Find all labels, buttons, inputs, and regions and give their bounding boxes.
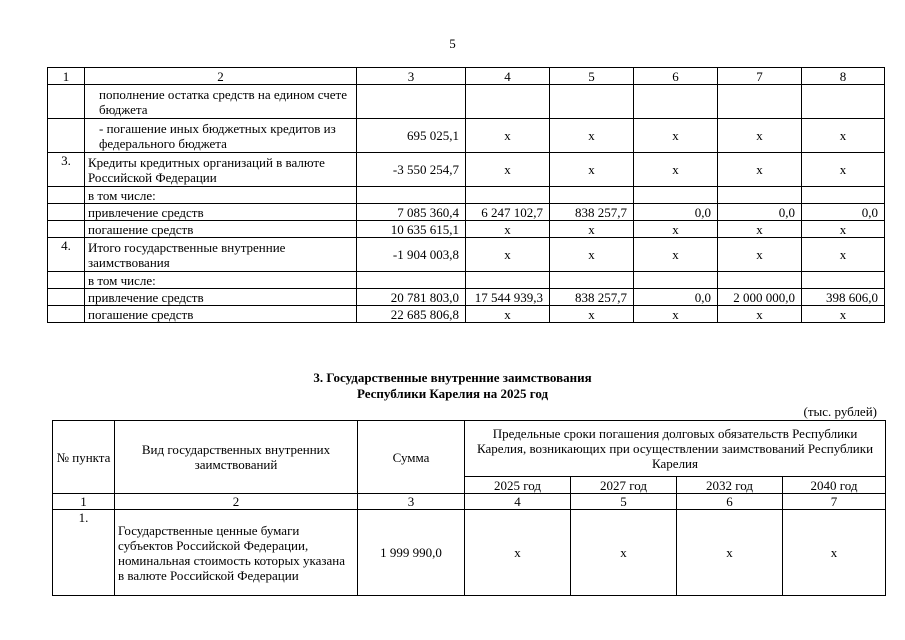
- row-number: [48, 272, 85, 289]
- row-name: привлечение средств: [85, 289, 357, 306]
- row-number: 3.: [48, 153, 85, 187]
- index-cell: 4: [465, 494, 571, 510]
- index-cell: 4: [466, 68, 550, 85]
- index-cell: 1: [48, 68, 85, 85]
- table-row: [48, 187, 885, 204]
- row-sum: 20 781 803,0: [357, 289, 466, 306]
- table-row: [48, 238, 885, 272]
- table-row: [48, 85, 885, 119]
- row-name: Государственные ценные бумаги субъектов Российской Федерации, номинальная стоимость которых указана в валюте Российской Федерации: [115, 510, 358, 596]
- row-name: - погашение иных бюджетных кредитов из федерального бюджета: [85, 119, 357, 153]
- column-index-row: [48, 68, 885, 85]
- row-name: погашение средств: [85, 306, 357, 323]
- page-number: 5: [449, 36, 456, 51]
- row-name: в том числе:: [85, 187, 357, 204]
- row-sum: 7 085 360,4: [357, 204, 466, 221]
- index-cell: 2: [115, 494, 358, 510]
- index-cell: 6: [677, 494, 783, 510]
- row-value: x: [466, 306, 550, 323]
- row-value: x: [634, 119, 718, 153]
- row-value: 17 544 939,3: [466, 289, 550, 306]
- section-subtitle: Республики Карелия на 2025 год: [356, 386, 549, 401]
- row-name: привлечение средств: [85, 204, 357, 221]
- row-value: x: [634, 153, 718, 187]
- row-value: 0,0: [802, 204, 885, 221]
- row-value: x: [550, 221, 634, 238]
- row-value: 838 257,7: [550, 289, 634, 306]
- row-value: x: [550, 306, 634, 323]
- table-row: [48, 204, 885, 221]
- row-value: 0,0: [634, 204, 718, 221]
- column-index-row: [53, 494, 886, 510]
- row-value: [550, 85, 634, 119]
- header-num: № пункта: [53, 421, 115, 494]
- index-cell: 5: [550, 68, 634, 85]
- header-terms: Предельные сроки погашения долговых обязательств Республики Карелия, возникающих при осуществлении заимствований Республики Карелия: [465, 421, 886, 477]
- year-cell: 2025 год: [465, 477, 571, 494]
- row-value: [550, 187, 634, 204]
- index-cell: 7: [718, 68, 802, 85]
- row-value: [634, 272, 718, 289]
- table-row: [53, 510, 886, 596]
- index-cell: 5: [571, 494, 677, 510]
- table-row: [48, 289, 885, 306]
- row-number: [48, 306, 85, 323]
- table-row: [48, 272, 885, 289]
- row-number: [48, 187, 85, 204]
- row-sum: -3 550 254,7: [357, 153, 466, 187]
- table-body: [48, 85, 885, 323]
- units-label: (тыс. рублей): [803, 404, 877, 419]
- table-row: [48, 221, 885, 238]
- row-value: [802, 85, 885, 119]
- row-number: 4.: [48, 238, 85, 272]
- row-value: [634, 85, 718, 119]
- row-number: [48, 204, 85, 221]
- index-cell: 7: [783, 494, 886, 510]
- row-value: x: [677, 510, 783, 596]
- row-name: в том числе:: [85, 272, 357, 289]
- row-value: [802, 272, 885, 289]
- row-number: 1.: [53, 510, 115, 596]
- row-number: [48, 119, 85, 153]
- row-value: x: [634, 306, 718, 323]
- row-value: x: [718, 221, 802, 238]
- row-value: [802, 187, 885, 204]
- row-sum: -1 904 003,8: [357, 238, 466, 272]
- index-cell: 3: [357, 68, 466, 85]
- borrowings-2025-table: [52, 420, 886, 596]
- index-cell: 1: [53, 494, 115, 510]
- row-value: x: [550, 153, 634, 187]
- year-cell: 2027 год: [571, 477, 677, 494]
- row-value: x: [802, 238, 885, 272]
- table-row: [48, 153, 885, 187]
- index-cell: 2: [85, 68, 357, 85]
- row-value: x: [571, 510, 677, 596]
- row-number: [48, 221, 85, 238]
- row-value: x: [802, 306, 885, 323]
- row-value: x: [465, 510, 571, 596]
- row-value: [466, 85, 550, 119]
- row-value: x: [802, 153, 885, 187]
- borrowings-table-continued: [47, 67, 885, 323]
- header-sum: Сумма: [358, 421, 465, 494]
- row-value: x: [718, 153, 802, 187]
- row-value: x: [634, 221, 718, 238]
- row-sum: [357, 272, 466, 289]
- row-value: [466, 272, 550, 289]
- header-row: [53, 421, 886, 477]
- row-value: [634, 187, 718, 204]
- row-value: x: [550, 119, 634, 153]
- row-name: пополнение остатка средств на едином счете бюджета: [85, 85, 357, 119]
- row-number: [48, 289, 85, 306]
- year-cell: 2032 год: [677, 477, 783, 494]
- index-cell: 8: [802, 68, 885, 85]
- row-sum: 695 025,1: [357, 119, 466, 153]
- row-value: x: [802, 221, 885, 238]
- row-sum: [357, 85, 466, 119]
- row-name: погашение средств: [85, 221, 357, 238]
- row-value: x: [466, 153, 550, 187]
- row-value: [718, 85, 802, 119]
- row-value: x: [466, 221, 550, 238]
- row-sum: 1 999 990,0: [358, 510, 465, 596]
- row-value: x: [466, 238, 550, 272]
- row-value: [550, 272, 634, 289]
- row-value: 838 257,7: [550, 204, 634, 221]
- section-title: 3. Государственные внутренние заимствования: [313, 370, 592, 385]
- row-value: x: [550, 238, 634, 272]
- row-sum: 22 685 806,8: [357, 306, 466, 323]
- row-name: Итого государственные внутренние заимствования: [85, 238, 357, 272]
- table-row: [48, 119, 885, 153]
- header-kind: Вид государственных внутренних заимствований: [115, 421, 358, 494]
- row-value: 6 247 102,7: [466, 204, 550, 221]
- row-name: Кредиты кредитных организаций в валюте Российской Федерации: [85, 153, 357, 187]
- row-value: [718, 187, 802, 204]
- row-value: x: [718, 306, 802, 323]
- row-value: [466, 187, 550, 204]
- row-sum: [357, 187, 466, 204]
- row-sum: 10 635 615,1: [357, 221, 466, 238]
- year-cell: 2040 год: [783, 477, 886, 494]
- row-value: x: [634, 238, 718, 272]
- row-value: x: [718, 119, 802, 153]
- row-value: 0,0: [718, 204, 802, 221]
- row-value: 0,0: [634, 289, 718, 306]
- row-value: x: [783, 510, 886, 596]
- index-cell: 6: [634, 68, 718, 85]
- index-cell: 3: [358, 494, 465, 510]
- row-value: x: [802, 119, 885, 153]
- row-value: 2 000 000,0: [718, 289, 802, 306]
- table-row: [48, 306, 885, 323]
- row-value: x: [718, 238, 802, 272]
- row-value: x: [466, 119, 550, 153]
- row-number: [48, 85, 85, 119]
- row-value: [718, 272, 802, 289]
- row-value: 398 606,0: [802, 289, 885, 306]
